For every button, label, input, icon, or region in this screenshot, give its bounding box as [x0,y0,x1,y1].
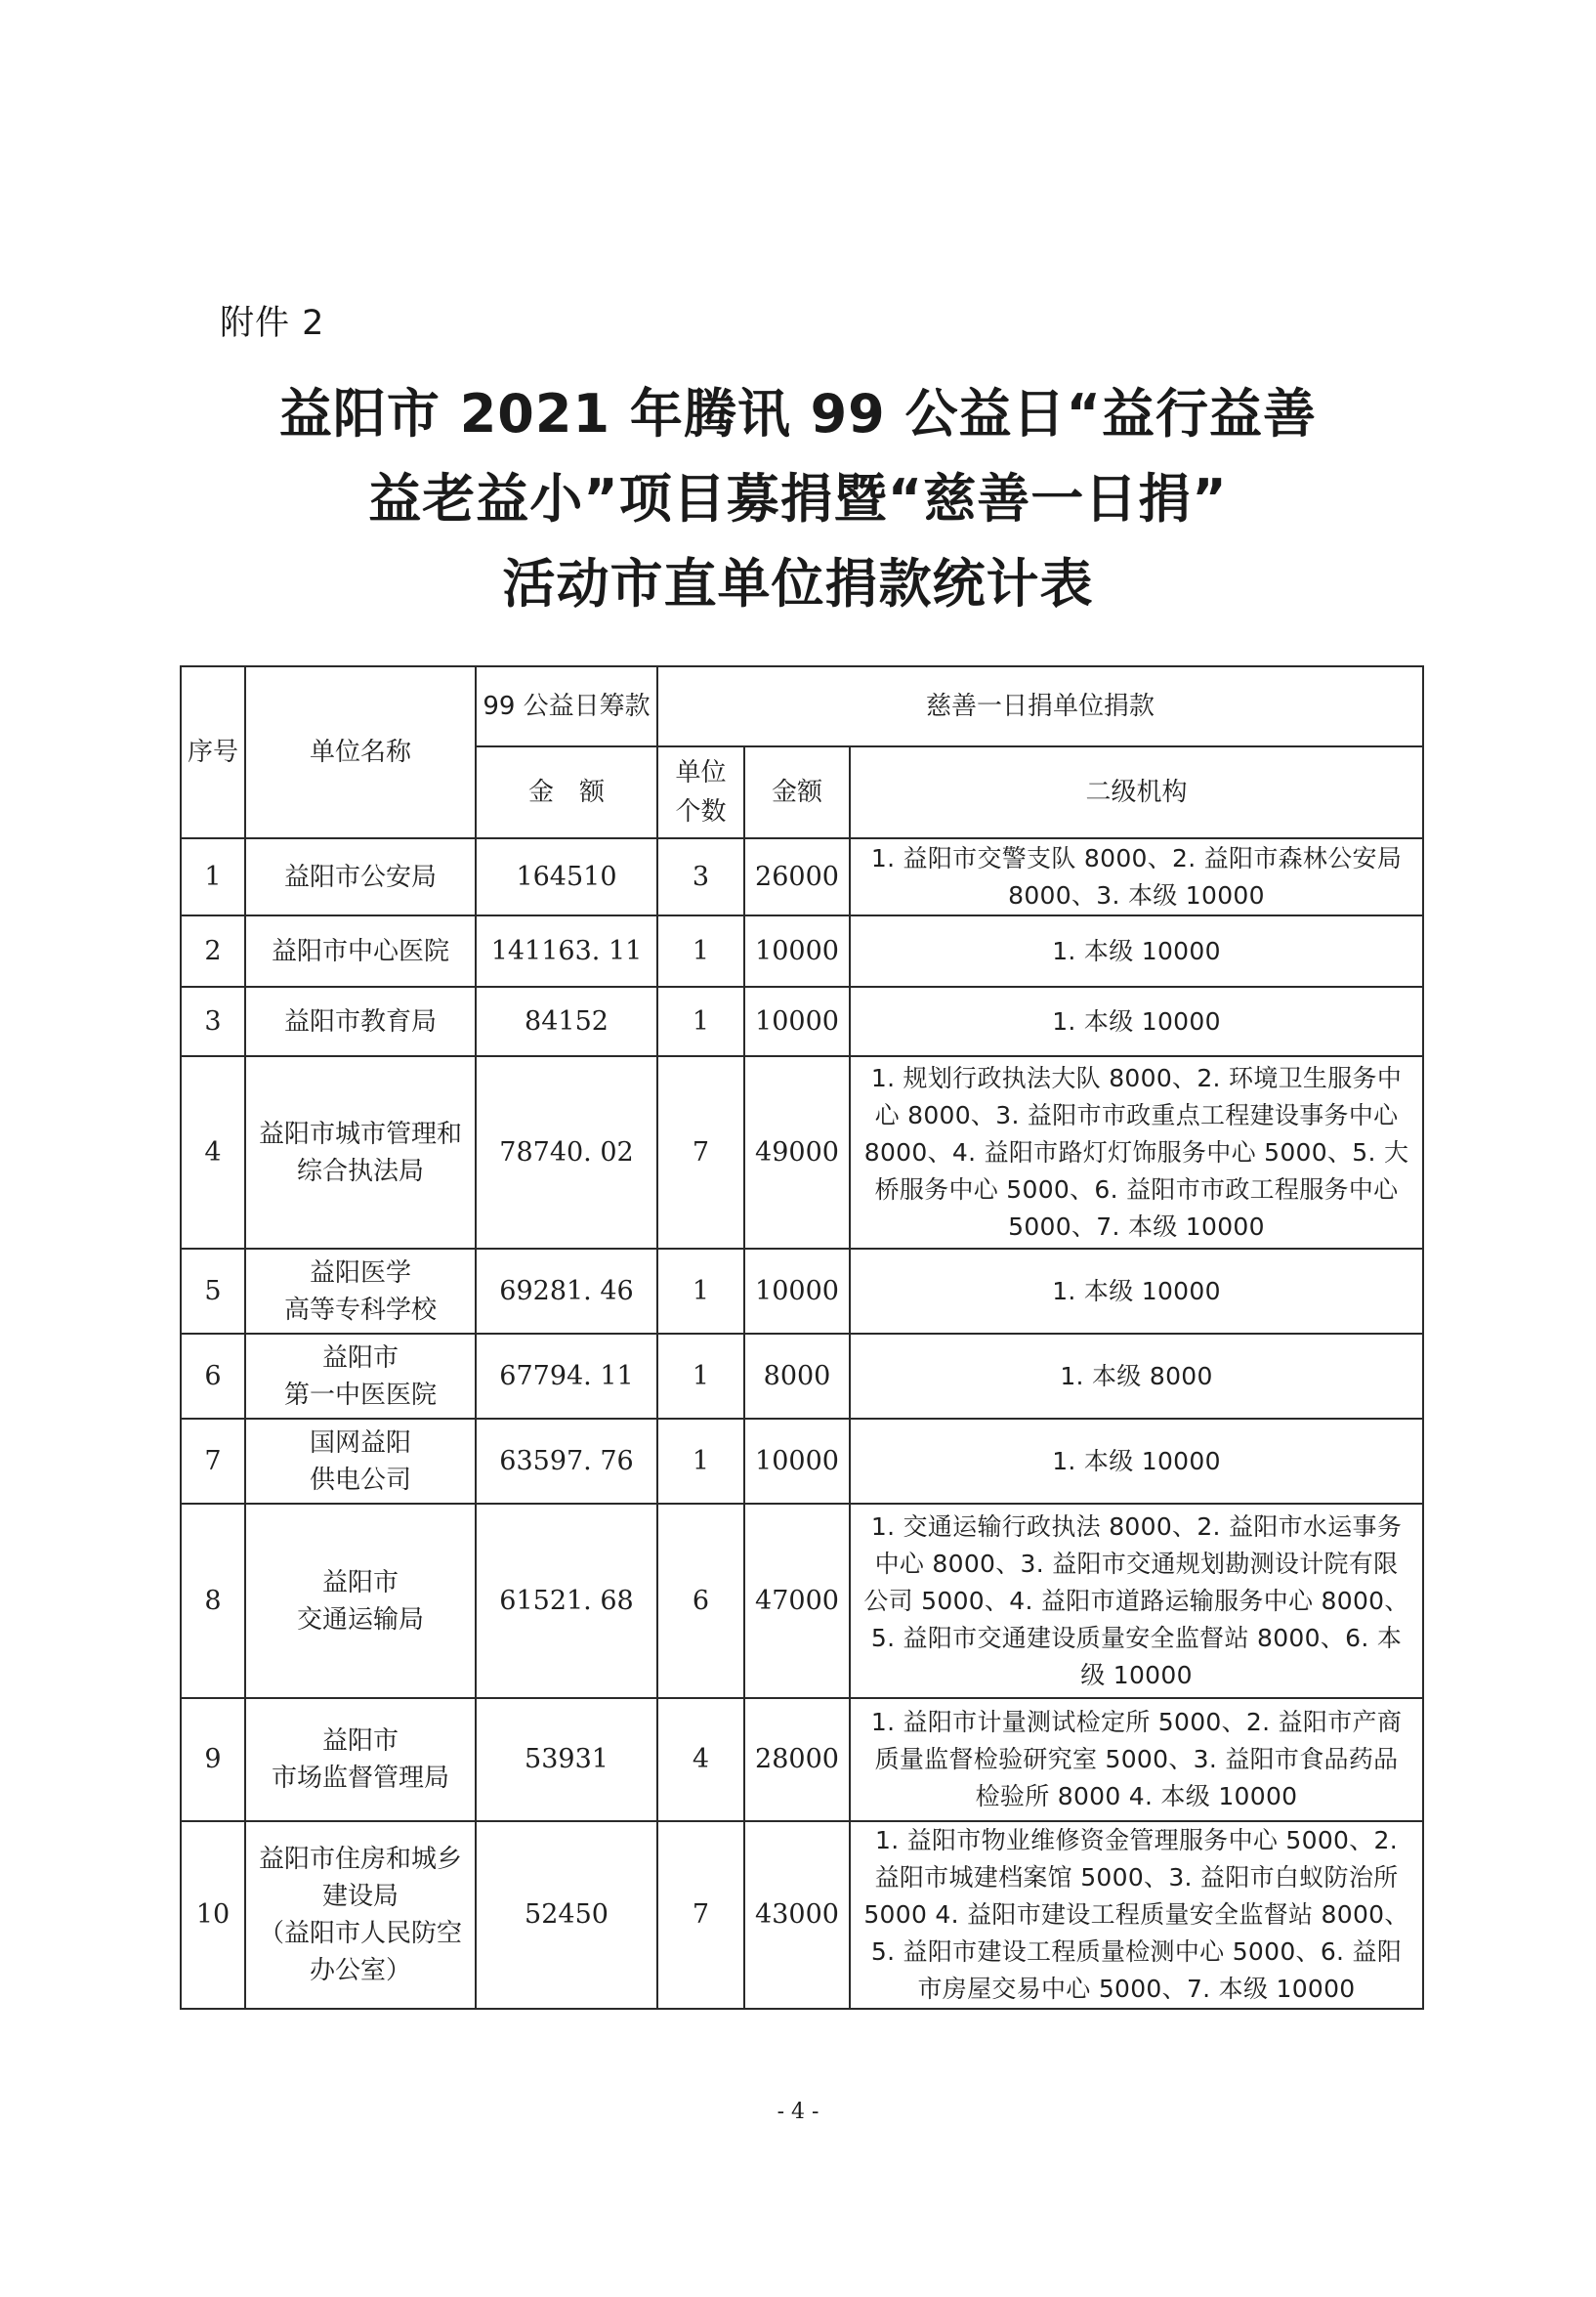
cell-unit-name [245,1334,476,1419]
unit-name-line: 市场监督管理局 [271,1764,449,1793]
cell-amount: 10000 [744,987,850,1056]
table-row [181,1334,1423,1419]
sub-org-line: 1. 本级 10000 [1052,1006,1221,1036]
cell-unit-name [245,1698,476,1821]
unit-name-line: 益阳市住房和城乡 [258,1845,462,1874]
cell-sub-orgs [850,987,1423,1056]
table-row [181,838,1423,915]
cell-sub-orgs [850,1056,1423,1249]
sub-org-line: 桥服务中心 5000、6. 益阳市市政工程服务中心 [874,1174,1399,1204]
sub-org-line: 1. 益阳市交警支队 8000、2. 益阳市森林公安局 [870,843,1403,872]
table-row [181,1056,1423,1249]
cell-unit-count: 1 [657,915,744,987]
sub-org-line: 8000、3. 本级 10000 [1008,880,1265,910]
cell-amount-99: 52450 [476,1821,657,2009]
cell-unit-count: 3 [657,838,744,915]
unit-name-line: 益阳市 [321,1726,399,1756]
sub-org-line: 8000、4. 益阳市路灯灯饰服务中心 5000、5. 大 [863,1137,1409,1167]
sub-org-line: 5. 益阳市建设工程质量检测中心 5000、6. 益阳 [870,1937,1403,1966]
cell-seq: 7 [181,1419,245,1504]
unit-name-line: 益阳市中心医院 [271,936,449,966]
sub-org-line: 公司 5000、4. 益阳市道路运输服务中心 8000、 [863,1586,1409,1615]
cell-seq: 6 [181,1334,245,1419]
cell-sub-orgs [850,1504,1423,1698]
cell-unit-count: 7 [657,1056,744,1249]
unit-name-line: （益阳市人民防空 [258,1919,462,1948]
sub-org-line: 检验所 8000 4. 本级 10000 [975,1782,1298,1810]
header-charity-day: 慈善一日捐单位捐款 [657,666,1423,746]
unit-name-line: 高等专科学校 [283,1295,437,1325]
cell-sub-orgs [850,1249,1423,1334]
sub-org-line: 1. 规划行政执法大队 8000、2. 环境卫生服务中 [870,1063,1403,1092]
cell-seq: 3 [181,987,245,1056]
header-amount-99: 金 额 [476,746,657,838]
cell-amount-99: 63597. 76 [476,1419,657,1504]
header-fundraising-99: 99 公益日筹款 [476,666,657,746]
cell-sub-orgs [850,1419,1423,1504]
unit-name-line: 益阳市城市管理和 [258,1119,462,1149]
attachment-label: 附件 2 [220,304,325,343]
sub-org-line: 1. 本级 10000 [1052,936,1221,965]
unit-name-line: 交通运输局 [296,1604,424,1635]
header-amount: 金额 [744,746,850,838]
sub-org-line: 市房屋交易中心 5000、7. 本级 10000 [917,1975,1356,2003]
sub-org-line: 1. 本级 8000 [1060,1361,1213,1390]
cell-unit-count: 1 [657,1419,744,1504]
cell-amount: 8000 [744,1334,850,1419]
cell-unit-count: 1 [657,1334,744,1419]
cell-sub-orgs [850,1334,1423,1419]
cell-amount-99: 67794. 11 [476,1334,657,1419]
sub-org-line: 1. 本级 10000 [1052,1276,1221,1305]
cell-unit-count: 1 [657,987,744,1056]
cell-unit-name [245,1056,476,1249]
table-row [181,1249,1423,1334]
header-unit-count [657,746,744,838]
header-unit-name: 单位名称 [245,666,476,838]
cell-seq: 8 [181,1504,245,1698]
table-row [181,1419,1423,1504]
unit-name-line: 益阳市 [321,1567,399,1597]
cell-amount: 10000 [744,1249,850,1334]
cell-amount-99: 164510 [476,838,657,915]
unit-name-line: 益阳医学 [309,1257,411,1288]
cell-amount-99: 61521. 68 [476,1504,657,1698]
cell-amount-99: 84152 [476,987,657,1056]
cell-unit-name [245,1821,476,2009]
sub-org-line: 1. 交通运输行政执法 8000、2. 益阳市水运事务 [870,1511,1403,1541]
cell-unit-name [245,987,476,1056]
header-unit-count-line-2: 个数 [675,797,727,827]
unit-name-line: 综合执法局 [296,1156,424,1186]
cell-seq: 4 [181,1056,245,1249]
sub-org-line: 心 8000、3. 益阳市市政重点工程建设事务中心 [874,1100,1399,1129]
title-line-2: 益老益小”项目募捐暨“慈善一日捐” [368,468,1228,530]
donation-table [180,665,1424,2010]
table-body [181,838,1423,2009]
title-line-3: 活动市直单位捐款统计表 [502,553,1094,615]
cell-amount-99: 78740. 02 [476,1056,657,1249]
cell-amount: 10000 [744,1419,850,1504]
cell-amount: 43000 [744,1821,850,2009]
cell-amount: 47000 [744,1504,850,1698]
title-line-1: 益阳市 2021 年腾讯 99 公益日“益行益善 [278,383,1318,445]
cell-unit-count: 4 [657,1698,744,1821]
cell-amount: 10000 [744,915,850,987]
cell-amount-99: 141163. 11 [476,915,657,987]
cell-unit-name [245,1504,476,1698]
unit-name-line: 国网益阳 [309,1427,411,1458]
header-seq: 序号 [181,666,245,838]
unit-name-line: 建设局 [321,1882,399,1911]
sub-org-line: 益阳市城建档案馆 5000、3. 益阳市白蚁防治所 [874,1863,1399,1892]
sub-org-line: 1. 益阳市物业维修资金管理服务中心 5000、2. [874,1826,1399,1854]
table-row [181,987,1423,1056]
page-number: - 4 - [777,2100,819,2124]
header-unit-count-line-1: 单位 [675,758,727,787]
unit-name-line: 办公室） [309,1956,411,1985]
sub-org-line: 5000、7. 本级 10000 [1008,1212,1265,1241]
cell-unit-name [245,1249,476,1334]
table-row [181,1821,1423,2009]
sub-org-line: 1. 本级 10000 [1052,1446,1221,1475]
unit-name-line: 第一中医医院 [283,1380,437,1410]
cell-amount-99: 69281. 46 [476,1249,657,1334]
cell-sub-orgs [850,838,1423,915]
unit-name-line: 益阳市公安局 [283,862,437,892]
sub-org-line: 质量监督检验研究室 5000、3. 益阳市食品药品 [874,1745,1399,1773]
sub-org-line: 5000 4. 益阳市建设工程质量安全监督站 8000、 [863,1900,1409,1929]
cell-unit-name [245,1419,476,1504]
unit-name-line: 供电公司 [309,1465,411,1495]
sub-org-line: 5. 益阳市交通建设质量安全监督站 8000、6. 本 [870,1623,1403,1652]
cell-unit-name [245,915,476,987]
cell-unit-count: 7 [657,1821,744,2009]
cell-amount: 49000 [744,1056,850,1249]
cell-seq: 1 [181,838,245,915]
cell-sub-orgs [850,915,1423,987]
cell-sub-orgs [850,1821,1423,2009]
cell-sub-orgs [850,1698,1423,1821]
cell-seq: 10 [181,1821,245,2009]
document-title [176,371,1420,626]
table-row [181,1504,1423,1698]
unit-name-line: 益阳市教育局 [283,1006,437,1037]
unit-name-line: 益阳市 [321,1342,399,1373]
table-row [181,1698,1423,1821]
cell-unit-name [245,838,476,915]
cell-seq: 5 [181,1249,245,1334]
cell-seq: 2 [181,915,245,987]
cell-unit-count: 1 [657,1249,744,1334]
cell-amount-99: 53931 [476,1698,657,1821]
sub-org-line: 1. 益阳市计量测试检定所 5000、2. 益阳市产商 [870,1708,1403,1736]
sub-org-line: 中心 8000、3. 益阳市交通规划勘测设计院有限 [874,1549,1399,1578]
table-row [181,915,1423,987]
header-sub-orgs: 二级机构 [850,746,1423,838]
cell-amount: 28000 [744,1698,850,1821]
cell-amount: 26000 [744,838,850,915]
cell-unit-count: 6 [657,1504,744,1698]
cell-seq: 9 [181,1698,245,1821]
sub-org-line: 级 10000 [1080,1660,1193,1689]
